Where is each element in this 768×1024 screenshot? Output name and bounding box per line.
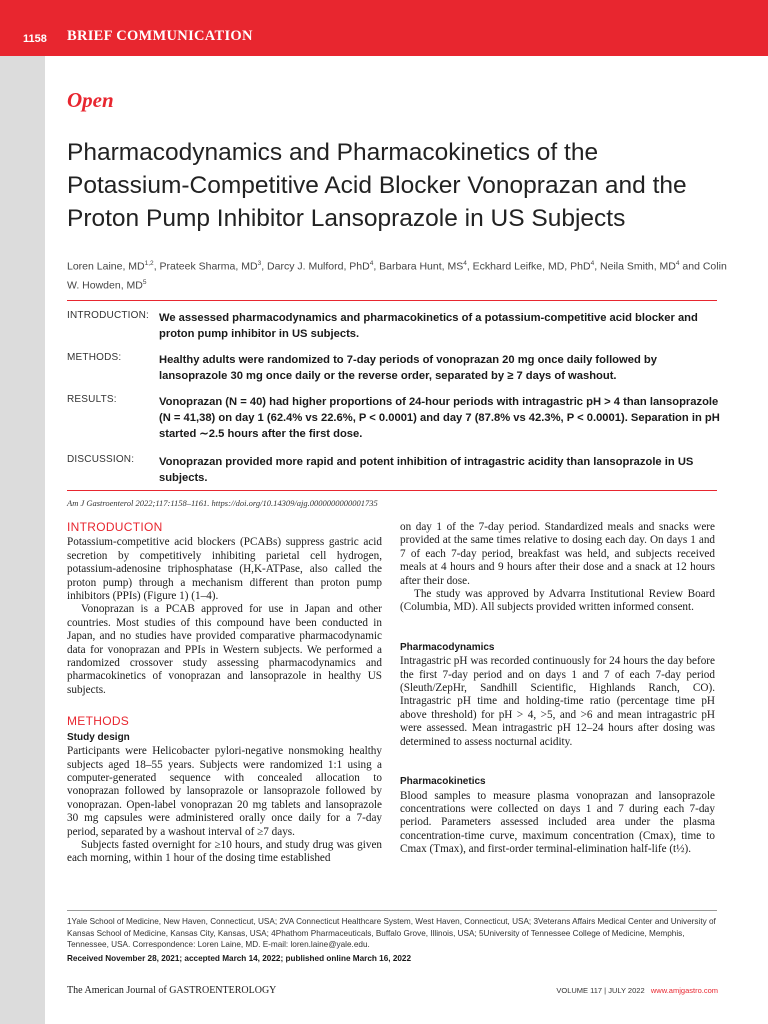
abstract-label: INTRODUCTION: xyxy=(67,310,150,321)
footnote-rule xyxy=(67,910,717,911)
affiliations: 1Yale School of Medicine, New Haven, Connecticut, USA; 2VA Connecticut Healthcare System, West Haven, Connecticut, USA; 3Veterans Affairs Medical Center and University of Kansas School of Medicine, Kansas City, Kansas, USA; 4Phathom Pharmaceuticals, Buffalo Grove, Illinois, USA; 5University of Tennessee College of Medicine, Memphis, Tennessee, USA. Correspondence: Loren Laine, MD. E-mail: loren.laine@yale.edu. xyxy=(67,917,716,949)
paragraph: Participants were Helicobacter pylori-negative nonsmoking healthy subjects aged 18–55 years. Subjects were randomized 1:1 using a computer-generated sequence with concealed allocation to vonoprazan followed by lansoprazole or lansoprazole followed by vonoprazan. Open-label vonoprazan 20 mg tablets and lansoprazole 30 mg capsules were administered orally once daily for a 7-day period, separated by a washout interval of ≥7 days. xyxy=(67,745,382,838)
subsection-heading: Pharmacodynamics xyxy=(400,641,495,653)
section-heading: METHODS xyxy=(67,714,130,729)
journal-name: The American Journal of GASTROENTEROLOGY xyxy=(67,985,277,996)
abstract-label: RESULTS: xyxy=(67,394,117,405)
right-column xyxy=(400,521,715,857)
page-margin-bar xyxy=(0,0,45,1024)
paragraph: Vonoprazan is a PCAB approved for use in Japan and other countries. Most studies of this compound have been conducted in Japan, and no studies have provided comparative pharmacodynamic data for vonoprazan and PPIs in Western subjects. We performed a randomized crossover study assessing pharmacodynamics and pharmacokinetics of vonoprazan and lansoprazole in healthy US subjects. xyxy=(67,603,382,696)
paragraph: on day 1 of the 7-day period. Standardized meals and snacks were provided at the same times relative to dosing each day. On days 1 and 7 of each 7-day period, breakfast was held, and subjects received meals at 4 hours and 9 hours after their dose and a snack at 12 hours after their dose. xyxy=(400,521,715,587)
citation: Am J Gastroenterol 2022;117:1158–1161. https://doi.org/10.14309/ajg.0000000000001735 xyxy=(67,498,378,508)
article-title: Pharmacodynamics and Pharmacokinetics of the Potassium-Competitive Acid Blocker Vonoprazan and the Proton Pump Inhibitor Lansoprazole in US Subjects xyxy=(67,139,687,232)
received-dates: Received November 28, 2021; accepted March 14, 2022; published online March 16, 2022 xyxy=(67,953,412,963)
paragraph: Potassium-competitive acid blockers (PCABs) suppress gastric acid secretion by competitively inhibiting parietal cell hydrogen, potassium-adenosine triphosphatase (H,K-ATPase, also called the proton pump) through a mechanism different than proton pump inhibitors (PPIs) (Figure 1) (1–4). xyxy=(67,536,382,603)
author-list: Loren Laine, MD$^{1,2}$, Prateek Sharma, $MD^3$, Darcy J. Mulford, PhD$^4$, Barbara Hunt, $MS^4$, Eckhard Leifke, MD, PhD$^4$, Neila Smith, $MD^4$ and Colin W. Howden, $MD^5$ xyxy=(67,260,727,291)
section-heading: INTRODUCTION xyxy=(67,520,163,534)
page-number: 1158 xyxy=(23,33,47,45)
paragraph: Blood samples to measure plasma vonoprazan and lansoprazole concentrations were collected on days 1 and 7 during each 7-day period. Parameters assessed included area under the plasma concentration-time curve, maximum concentration (Cmax), time to Cmax (Tmax), and first-order terminal-elimination half-life (t½). xyxy=(400,789,715,856)
abstract-text: Vonoprazan (N = 40) had higher proportions of 24-hour periods with intragastric pH > 4 than lansoprazole (N = 41,38) on day 1 (62.4% vs 22.6%, P < 0.0001) and day 7 (87.8% vs 42.3%, P < 0.0001). Separation in pH started ∼2.5 hours after the first dose. xyxy=(159,396,720,440)
section-label: BRIEF COMMUNICATION xyxy=(67,28,253,44)
paragraph: Subjects fasted overnight for ≥10 hours, and study drug was given each morning, within 1 hour of the dosing time established xyxy=(67,838,382,865)
abstract-text: We assessed pharmacodynamics and pharmacokinetics of a potassium-competitive acid blocker and proton pump inhibitor in US subjects. xyxy=(159,312,698,340)
subsection-heading: Pharmacokinetics xyxy=(400,776,486,788)
open-access-label: Open xyxy=(67,88,114,112)
paragraph: Intragastric pH was recorded continuously for 24 hours the day before the first 7-day period and on days 1 and 7 of each 7-day period (Sleuth/ZepHr, Sandhill Scientific, Highlands Ranch, CO). Intragastric pH time and holding-time ratio (percentage time pH above threshold) for pH > 4, >5, and >6 and mean intragastric pH were assessed. Mean intragastric pH 12–24 hours after dosing was determined to assess nocturnal acidity. xyxy=(400,655,715,748)
paragraph: The study was approved by Advarra Institutional Review Board (Columbia, MD). All subjects provided written informed consent. xyxy=(400,588,715,614)
footnotes xyxy=(67,916,717,964)
abstract-text: Healthy adults were randomized to 7-day periods of vonoprazan 20 mg once daily followed by lansoprazole 30 mg once daily or the reverse order, separated by ≥ 7 days of washout. xyxy=(159,354,657,382)
abstract-top-rule xyxy=(67,300,717,301)
volume-info: VOLUME 117 | JULY 2022 xyxy=(556,986,645,995)
left-column xyxy=(67,521,382,866)
abstract-bottom-rule xyxy=(67,490,717,491)
abstract-label: DISCUSSION: xyxy=(67,454,135,465)
footer-info xyxy=(556,986,718,995)
abstract-text: Vonoprazan provided more rapid and potent inhibition of intragastric acidity than lansoprazole in US subjects. xyxy=(159,456,694,484)
abstract-label: METHODS: xyxy=(67,352,122,363)
journal-url[interactable]: www.amjgastro.com xyxy=(650,986,718,995)
subsection-heading: Study design xyxy=(67,731,130,743)
